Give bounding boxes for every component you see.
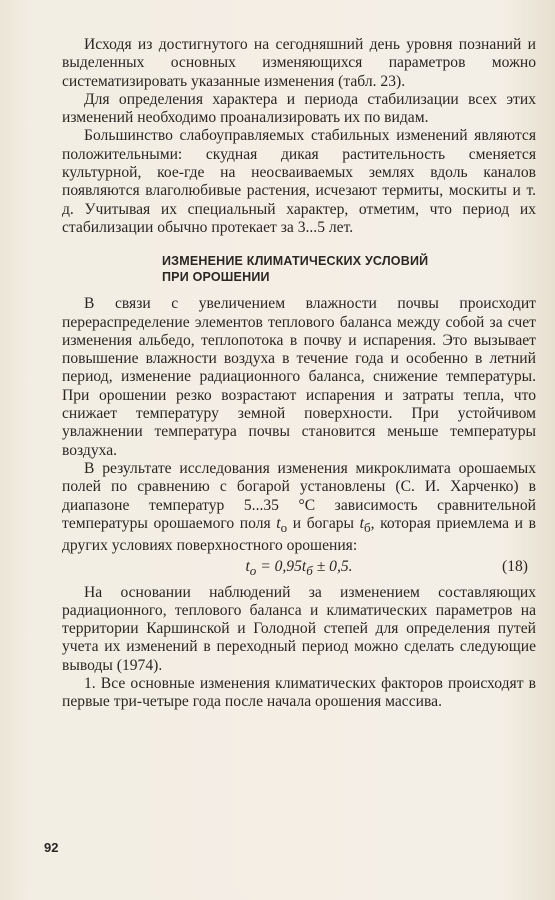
page-number: 92 bbox=[44, 840, 59, 855]
subscript: б bbox=[363, 519, 371, 535]
paragraph: На основании наблюдений за изменением составляющих радиационного, теплового баланса и климатических параметров на территории Каршинской и Голодной степей для определения путей учета их изменений в переходный период можно сделать следующие выводы (1974). bbox=[62, 583, 536, 674]
paragraph-research bbox=[62, 460, 536, 556]
page-body bbox=[62, 36, 536, 712]
subscript: б bbox=[306, 562, 313, 578]
var-t: t bbox=[301, 557, 307, 575]
formula-part: = 0,95 bbox=[256, 557, 302, 575]
text-run: В результате исследования изменения микроклимата орошаемых полей по сравнению с богарой установлены (С. И. Харченко) в диапазоне температур 5...35 °С зависимость сравнительной температуры орошаемого поля bbox=[62, 459, 536, 532]
paragraph: Большинство слабоуправляемых стабильных изменений являются положительными: скудная дикая растительность сменяется культурной, кое-где на неосваиваемых землях вдоль каналов появляются влаголюбивые растения, исчезают термиты, москиты и т. д. Учитывая их специальный характер, отметим, что период их стабилизации обычно протекает за 3...5 лет. bbox=[62, 127, 536, 236]
var-t: t bbox=[359, 514, 364, 532]
formula-expression bbox=[245, 558, 352, 580]
subscript: о bbox=[280, 519, 288, 535]
paragraph: 1. Все основные изменения климатических факторов происходят в первые три-четыре года после начала орошения массива. bbox=[62, 675, 536, 711]
text-run: и богары bbox=[287, 514, 360, 532]
text-run: , которая приемлема и в других условиях поверхностного орошения: bbox=[62, 514, 536, 555]
section-heading-line: ИЗМЕНЕНИЕ КЛИМАТИЧЕСКИХ УСЛОВИЙ bbox=[162, 254, 429, 269]
paragraph: Для определения характера и периода стабилизации всех этих изменений необходимо проанализировать их по видам. bbox=[62, 90, 536, 127]
section-heading bbox=[162, 253, 536, 285]
paragraph: В связи с увеличением влажности почвы происходит перераспределение элементов теплового баланса между собой за счет изменения альбедо, теплопотока в почву и испарения. Это вызывает повышение влажности воздуха в течение года и особенно в летний период, изменение радиационного баланса, снижение температуры. При орошении резко возрастают испарения и затраты тепла, что снижает температуру земной поверхности. При устойчивом увлажнении температура почвы становится меньше температуры воздуха. bbox=[62, 295, 536, 459]
formula-number: (18) bbox=[502, 557, 528, 575]
formula-part: ± 0,5. bbox=[312, 557, 353, 575]
formula bbox=[62, 558, 536, 578]
var-t: t bbox=[245, 557, 250, 575]
var-t: t bbox=[276, 514, 281, 532]
section-heading-line: ПРИ ОРОШЕНИИ bbox=[162, 270, 270, 285]
subscript: о bbox=[249, 562, 257, 578]
paragraph: Исходя из достигнутого на сегодняшний день уровня познаний и выделенных основных изменяющихся параметров можно систематизировать указанные изменения (табл. 23). bbox=[62, 36, 536, 90]
